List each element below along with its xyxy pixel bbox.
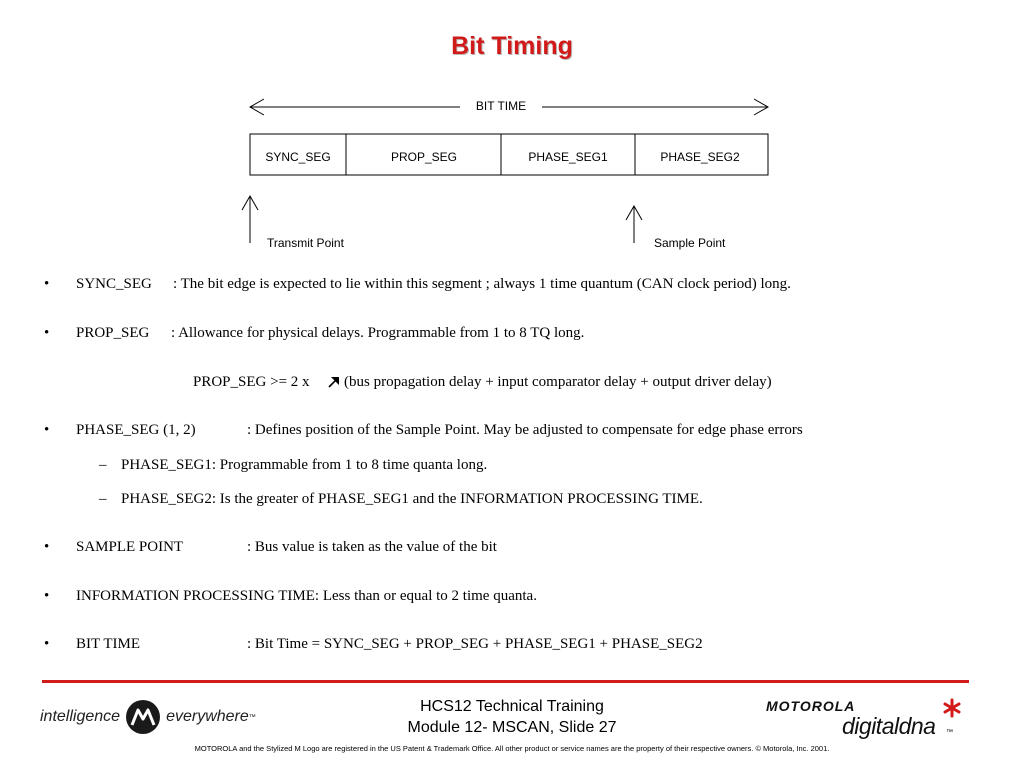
bit-timing-diagram bbox=[0, 0, 1024, 260]
sub-bullet-dash: – bbox=[99, 457, 107, 473]
trademark-mark: ™ bbox=[248, 713, 256, 721]
segment-box-sync bbox=[250, 134, 346, 175]
logo-text-digitaldna: digitaldna bbox=[842, 713, 936, 739]
slide-title: Bit Timing bbox=[451, 32, 573, 60]
transmit-point-label: Transmit Point bbox=[267, 236, 344, 250]
segment-box-phase1 bbox=[501, 134, 635, 175]
dna-asterisk-icon bbox=[942, 698, 962, 718]
bullet-sync-label: SYNC_SEG bbox=[76, 276, 152, 292]
bullet-sync-text: : The bit edge is expected to lie within this segment ; always 1 time quantum (CAN clock period) long. bbox=[173, 276, 791, 292]
bullet-dot: • bbox=[44, 276, 50, 292]
segment-label-phase2: PHASE_SEG2 bbox=[660, 150, 740, 164]
bullet-dot: • bbox=[44, 539, 50, 555]
segment-label-phase1: PHASE_SEG1 bbox=[528, 150, 608, 164]
logo-text-everywhere: everywhere bbox=[166, 708, 249, 725]
segment-label-prop: PROP_SEG bbox=[390, 150, 458, 164]
trademark-mark: ™ bbox=[946, 729, 953, 736]
bullet-phase-text: : Defines position of the Sample Point. May be adjusted to compensate for edge phase errors bbox=[247, 422, 803, 438]
bullet-sample-label: SAMPLE POINT bbox=[76, 539, 184, 555]
segment-label-sync: SYNC_SEG bbox=[265, 150, 331, 164]
bullet-dot: • bbox=[44, 422, 50, 438]
logo-text-motorola: MOTOROLA bbox=[766, 698, 856, 714]
copyright-notice: MOTOROLA and the Stylized M Logo are registered in the US Patent & Trademark Office. All other product or service names are the property of their respective owners. © Motorola, Inc. 2001. bbox=[194, 744, 830, 753]
bullet-info-text: INFORMATION PROCESSING TIME: Less than or equal to 2 time quanta. bbox=[76, 588, 537, 604]
bullet-dot: • bbox=[44, 636, 50, 652]
motorola-digitaldna-logo bbox=[764, 698, 964, 746]
sub-bullet-phase1: PHASE_SEG1: Programmable from 1 to 8 time quanta long. bbox=[121, 457, 488, 473]
footer-line-slide: Module 12- MSCAN, Slide 27 bbox=[407, 719, 617, 736]
bullet-bittime-text: : Bit Time = SYNC_SEG + PROP_SEG + PHASE_SEG1 + PHASE_SEG2 bbox=[247, 636, 703, 652]
segment-box-prop bbox=[346, 134, 501, 175]
sample-point-arrow bbox=[626, 206, 642, 243]
logo-text-intelligence: intelligence bbox=[40, 708, 121, 725]
sample-point-label: Sample Point bbox=[654, 236, 726, 250]
bullet-bittime-label: BIT TIME bbox=[76, 636, 141, 652]
bullet-prop-text: : Allowance for physical delays. Programmable from 1 to 8 TQ long. bbox=[171, 325, 585, 341]
bullet-phase-label: PHASE_SEG (1, 2) bbox=[76, 422, 196, 438]
bullet-dot: • bbox=[44, 588, 50, 604]
formula-right: (bus propagation delay + input comparator delay + output driver delay) bbox=[344, 374, 772, 390]
footer-line-course: HCS12 Technical Training bbox=[420, 698, 604, 715]
bullet-dot: • bbox=[44, 325, 50, 341]
sub-bullet-phase2: PHASE_SEG2: Is the greater of PHASE_SEG1 and the INFORMATION PROCESSING TIME. bbox=[121, 491, 703, 507]
footer-rule bbox=[42, 680, 969, 683]
segment-box-phase2 bbox=[635, 134, 768, 175]
bullet-prop-label: PROP_SEG bbox=[76, 325, 150, 341]
sub-bullet-dash: – bbox=[99, 491, 107, 507]
arrow-northeast-icon bbox=[327, 375, 341, 389]
transmit-point-arrow bbox=[242, 196, 258, 243]
formula-left: PROP_SEG >= 2 x bbox=[193, 374, 310, 390]
bullet-sample-text: : Bus value is taken as the value of the bit bbox=[247, 539, 497, 555]
bit-time-label: BIT TIME bbox=[475, 99, 527, 113]
